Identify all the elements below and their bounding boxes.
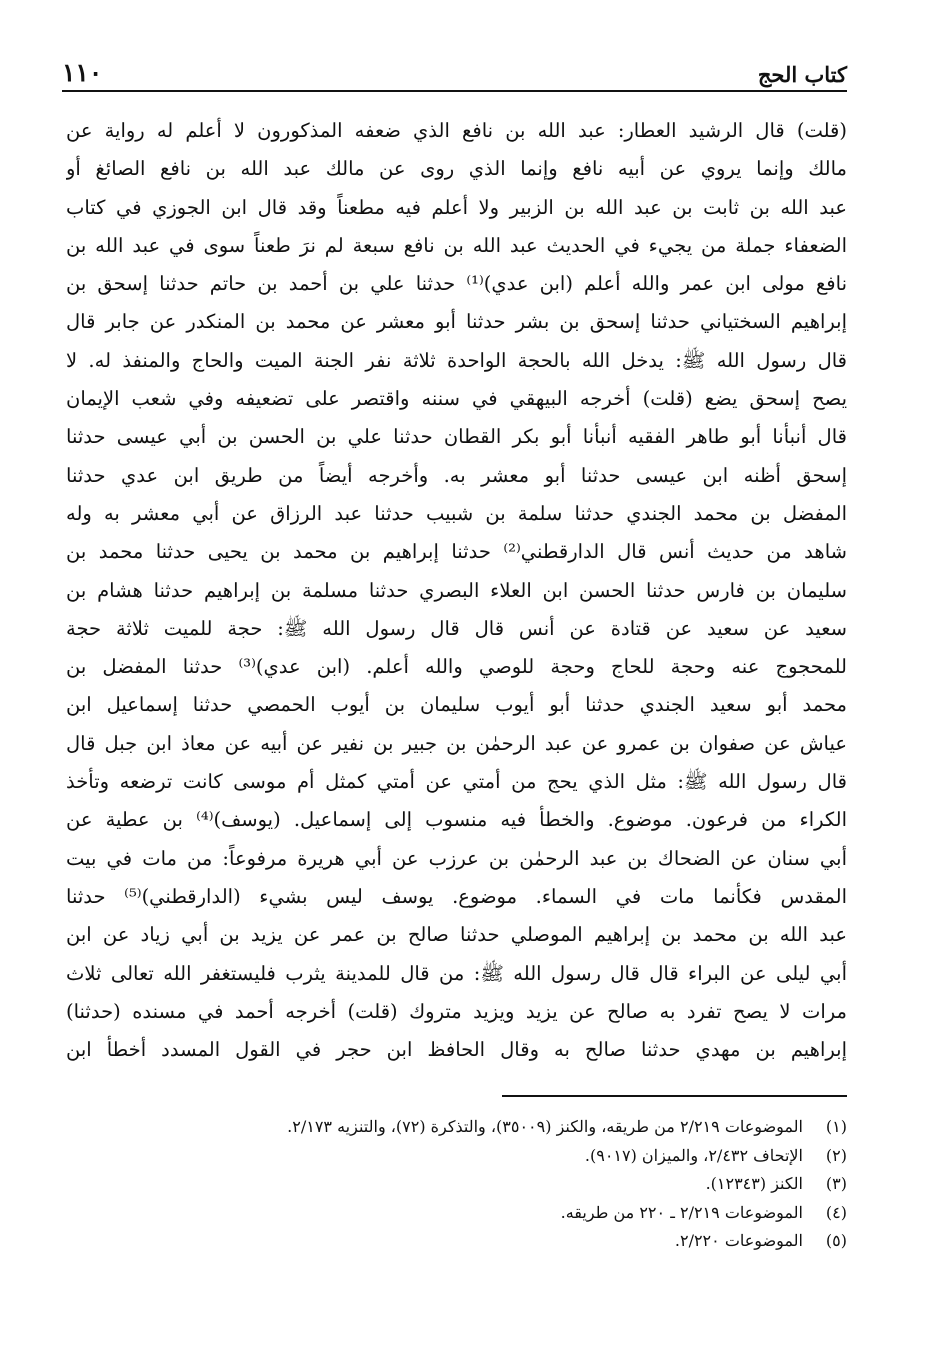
text-line: قال رسول الله ﷺ: يدخل الله بالحجة الواحدة ثلاثة نفر الجنة الميت والحاج والمنفذ له. لا <box>66 348 847 372</box>
text-line: محمد أبو سعيد الجندي حدثنا أبو أيوب سليمان بن أيوب الحمصي حدثنا إسماعيل ابن <box>66 693 847 717</box>
text-line: نافع مولى ابن عمر والله أعلم (ابن عدي)⁽¹⁾ حدثنا علي بن أحمد بن حاتم حدثنا إسحق بن <box>66 272 847 296</box>
text-line: قال أنبأنا أبو طاهر الفقيه أنبأنا أبو بكر القطان حدثنا علي بن الحسن بن أبي عيسى حدثنا <box>66 425 847 449</box>
page-number: ١١٠ <box>62 58 103 87</box>
text-line: أبي سنان عن الضحاك بن عبد الرحمٰن بن عرزب عن أبي هريرة مرفوعاً: من مات في بيت <box>66 846 847 870</box>
text-line: (قلت) قال الرشيد العطار: عبد الله بن نافع الذي ضعفه المذكورون لا أعلم له رواية عن <box>66 119 847 142</box>
footnote-number: (٥) <box>825 1231 847 1250</box>
text-line: الكراء من فرعون. موضوع. والخطأ فيه منسوب إلى إسماعيل. (يوسف)⁽⁴⁾ بن عطية عن <box>66 808 847 832</box>
main-text <box>66 112 847 1069</box>
footnote-text: الإتحاف ٢/٤٣٢، والميزان (٩٠١٧). <box>584 1145 803 1165</box>
footnote-divider <box>502 1095 847 1097</box>
footnote-number: (٤) <box>825 1202 847 1222</box>
text-line: يصح إسحق يضع (قلت) أخرجه البيهقي في سننه واقتصر على تضعيفه وفي شعب الإيمان <box>66 387 847 411</box>
footnote <box>150 1142 847 1171</box>
text-line: المفضل بن محمد الجندي حدثنا سلمة بن شبيب حدثنا عبد الرزاق عن أبي معشر به وله <box>66 501 847 525</box>
text-line: الضعفاء جملة من يجيء في الحديث عبد الله بن نافع سبعة لم نرَ طعناً سوى في عبد الله بن <box>66 233 847 257</box>
text-line: سليمان بن فارس حدثنا الحسن ابن العلاء البصري حدثنا مسلمة بن إبراهيم حدثنا هشام بن <box>66 578 847 602</box>
footnote-text: الكنز (١٢٣٤٣). <box>705 1174 803 1193</box>
text-line: سعيد عن سعيد عن قتادة عن أنس قال قال رسول الله ﷺ: حجة للميت ثلاثة حجة <box>66 616 847 640</box>
text-line: عياش عن صفوان بن عمرو عن عبد الرحمٰن بن جبير بن نفير عن أبيه عن معاذ ابن جبل قال <box>66 731 847 755</box>
footnote-text: الموضوعات ٢/٢١٩ ـ ٢٢٠ من طريقه. <box>560 1202 803 1222</box>
running-title: كتاب الحج <box>757 62 847 87</box>
text-line: شاهد من حديث أنس قال الدارقطني⁽²⁾ حدثنا إبراهيم بن محمد بن يحيى حدثنا محمد بن <box>66 540 847 564</box>
text-line: المقدس فكأنما مات في السماء. موضوع. يوسف ليس بشيء (الدارقطني)⁽⁵⁾ حدثنا <box>66 884 847 908</box>
text-line: إبراهيم السختياني حدثنا إسحق بن بشر حدثنا أبو معشر عن محمد بن المنكدر عن جابر قال <box>66 310 847 334</box>
text-line: عبد الله بن ثابت بن عبد الله بن الزبير ولا أعلم فيه مطعناً وقد قال ابن الجوزي في كتاب <box>66 195 847 219</box>
footnote-text: الموضوعات ٢/٢١٩ من طريقه، والكنز (٣٥٠٠٩)، والتذكرة (٧٢)، والتنزيه ٢/١٧٣. <box>287 1117 803 1136</box>
text-line: أبي ليلى عن البراء قال قال رسول الله ﷺ: من قال للمدينة يثرب فليستغفر الله تعالى ثلاث <box>66 961 847 985</box>
text-line: إسحق أظنه ابن عيسى حدثنا أبو معشر به. وأخرجه أيضاً من طريق ابن عدي حدثنا <box>66 463 847 487</box>
text-line: عبد الله بن محمد بن إبراهيم الموصلي حدثنا صالح بن عمر عن يزيد بن أبي زياد عن ابن <box>66 923 847 947</box>
footnote-number: (٢) <box>825 1145 847 1165</box>
footnote-number: (١) <box>825 1117 847 1136</box>
footnote <box>150 1227 847 1256</box>
text-line: إبراهيم بن مهدي حدثنا صالح به وقال الحافظ ابن حجر في القول المسدد أخطأ ابن <box>66 1038 847 1062</box>
text-line: للمحجوج عنه وحجة للحاج وحجة للوصي والله أعلم. (ابن عدي)⁽³⁾ حدثنا المفضل بن <box>66 655 847 679</box>
page-header <box>62 56 847 92</box>
footnote-number: (٣) <box>825 1174 847 1193</box>
footnotes <box>150 1113 847 1256</box>
footnote <box>150 1199 847 1228</box>
footnote-text: الموضوعات ٢/٢٢٠. <box>674 1231 803 1250</box>
text-line: قال رسول الله ﷺ: مثل الذي يحج من أمتي عن أمتي كمثل أم موسى كانت ترضعه وتأخذ <box>66 770 847 794</box>
text-line: مرات لا يصح تفرد به صالح عن يزيد ويزيد متروك (قلت) أخرجه أحمد في مسنده (حدثنا) <box>66 999 847 1023</box>
text-line: مالك وإنما يروي عن أبيه نافع وإنما الذي روى عن مالك عبد الله بن نافع الصائغ أو <box>66 157 847 181</box>
footnote <box>150 1113 847 1142</box>
footnote <box>150 1170 847 1199</box>
